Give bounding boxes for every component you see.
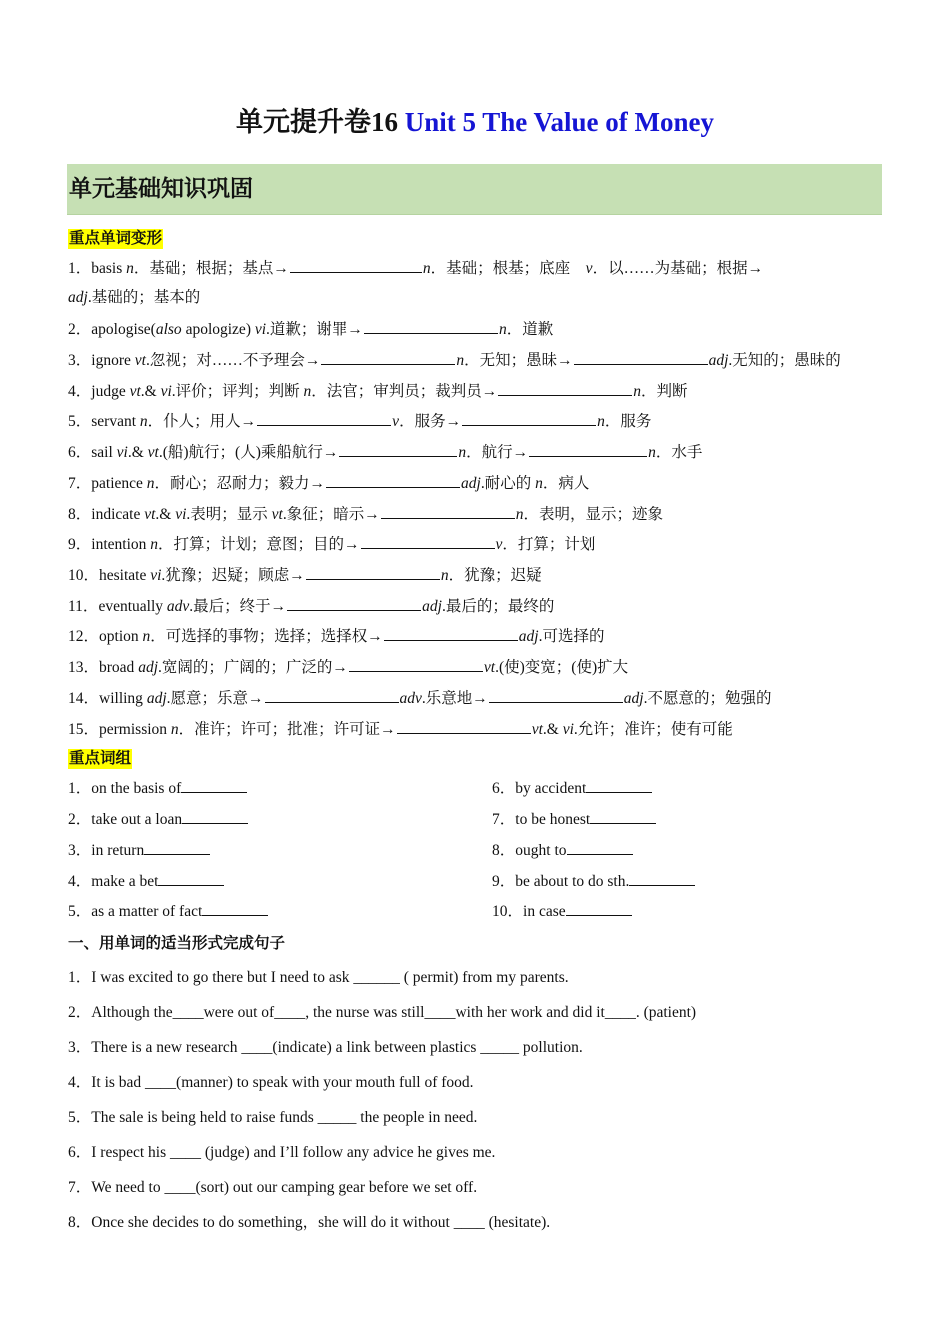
- vocab-item: 4．judge vt.& vi.评价；评判；判断 n．法官；审判员；裁判员→ n．判断: [68, 380, 883, 403]
- exercise-sentence: 3．There is a new research ____(indicate) a link between plastics _____ pollution.: [68, 1039, 583, 1056]
- phrase-item: 6．by accident: [492, 777, 652, 800]
- vocab-item: 9．intention n．打算；计划；意图；目的→ v．打算；计划: [68, 533, 883, 556]
- phrase-item: 8．ought to: [492, 839, 633, 862]
- answer-blank[interactable]: [202, 900, 268, 916]
- phrase-heading: 重点词组: [69, 750, 132, 767]
- exercise-sentence: 5．The sale is being held to raise funds _____ the people in need.: [68, 1109, 478, 1126]
- vocab-item: 1．basis n．基础；根据；基点→ n．基础；根基；底座 v．以……为基础；根据→: [68, 257, 883, 280]
- answer-blank[interactable]: [349, 656, 483, 672]
- exercise-sentence: 7．We need to ____(sort) out our camping gear before we set off.: [68, 1179, 478, 1196]
- vocab-item: 14．willing adj.愿意；乐意→ adv.乐意地→ adj.不愿意的；勉强的: [68, 687, 883, 710]
- title-chinese: 单元提升卷16: [235, 107, 405, 137]
- answer-blank[interactable]: [326, 472, 460, 488]
- vocab-item: 13．broad adj.宽阔的；广阔的；广泛的→ vt.(使)变宽；(使)扩大: [68, 656, 883, 679]
- vocab-item: 15．permission n．准许；许可；批准；许可证→ vt.& vi.允许；准许；使有可能: [68, 718, 883, 741]
- vocab-heading: 重点单词变形: [69, 230, 163, 247]
- page-title: [0, 104, 950, 140]
- answer-blank[interactable]: [306, 564, 440, 580]
- answer-blank[interactable]: [381, 503, 515, 519]
- answer-blank[interactable]: [265, 687, 399, 703]
- section-title: 单元基础知识巩固: [69, 176, 253, 201]
- answer-blank[interactable]: [586, 777, 652, 793]
- answer-blank[interactable]: [339, 441, 457, 457]
- section-header: [67, 164, 882, 215]
- exercise-heading: 一、用单词的适当形式完成句子: [68, 935, 286, 952]
- answer-blank[interactable]: [529, 441, 647, 457]
- exercise-sentence: 4．It is bad ____(manner) to speak with your mouth full of food.: [68, 1074, 474, 1091]
- answer-blank[interactable]: [566, 900, 632, 916]
- vocab-item: 8．indicate vt.& vi.表明；显示 vt.象征；暗示→ n．表明，显示；迹象: [68, 503, 883, 526]
- phrase-item: 9．be about to do sth.: [492, 870, 695, 893]
- exercise-sentence: 8．Once she decides to do something，she will do it without ____ (hesitate).: [68, 1214, 551, 1231]
- answer-blank[interactable]: [290, 257, 422, 273]
- answer-blank[interactable]: [158, 870, 224, 886]
- exercise-sentence: 6．I respect his ____ (judge) and I’ll follow any advice he gives me.: [68, 1144, 496, 1161]
- vocab-item: 11．eventually adv.最后；终于→ adj.最后的；最终的: [68, 595, 883, 618]
- title-english: Unit 5 The Value of Money: [404, 107, 715, 137]
- vocab-item: 5．servant n．仆人；用人→ v．服务→ n．服务: [68, 410, 883, 433]
- answer-blank[interactable]: [498, 380, 632, 396]
- vocab-item: 10．hesitate vi.犹豫；迟疑；顾虑→ n．犹豫；迟疑: [68, 564, 883, 587]
- vocab-item-continued: adj.基础的；基本的: [68, 289, 201, 306]
- answer-blank[interactable]: [462, 410, 596, 426]
- answer-blank[interactable]: [364, 318, 498, 334]
- phrase-item: 5．as a matter of fact: [68, 900, 268, 923]
- answer-blank[interactable]: [397, 718, 531, 734]
- answer-blank[interactable]: [567, 839, 633, 855]
- phrase-item: 10．in case: [492, 900, 632, 923]
- exercise-sentence: 1．I was excited to go there but I need to ask ______ ( permit) from my parents.: [68, 969, 569, 986]
- answer-blank[interactable]: [629, 870, 695, 886]
- answer-blank[interactable]: [590, 808, 656, 824]
- vocab-item: 2．apologise(also apologize) vi.道歉；谢罪→ n．道歉: [68, 318, 883, 341]
- answer-blank[interactable]: [287, 595, 421, 611]
- phrase-item: 1．on the basis of: [68, 777, 247, 800]
- answer-blank[interactable]: [574, 349, 708, 365]
- answer-blank[interactable]: [181, 777, 247, 793]
- vocab-item: 12．option n．可选择的事物；选择；选择权→ adj.可选择的: [68, 625, 883, 648]
- vocab-item: 3．ignore vt.忽视；对……不予理会→ n．无知；愚昧→ adj.无知的；愚昧的: [68, 349, 883, 372]
- answer-blank[interactable]: [257, 410, 391, 426]
- answer-blank[interactable]: [361, 533, 495, 549]
- exercise-sentence: 2．Although the____were out of____, the nurse was still____with her work and did it____. (patient): [68, 1004, 697, 1021]
- answer-blank[interactable]: [321, 349, 455, 365]
- vocab-item: 7．patience n．耐心；忍耐力；毅力→ adj.耐心的 n．病人: [68, 472, 883, 495]
- answer-blank[interactable]: [489, 687, 623, 703]
- answer-blank[interactable]: [182, 808, 248, 824]
- answer-blank[interactable]: [384, 625, 518, 641]
- vocab-item: 6．sail vi.& vt.(船)航行；(人)乘船航行→ n．航行→ n．水手: [68, 441, 883, 464]
- answer-blank[interactable]: [144, 839, 210, 855]
- phrase-item: 4．make a bet: [68, 870, 224, 893]
- phrase-item: 3．in return: [68, 839, 210, 862]
- phrase-item: 7．to be honest: [492, 808, 656, 831]
- phrase-item: 2．take out a loan: [68, 808, 248, 831]
